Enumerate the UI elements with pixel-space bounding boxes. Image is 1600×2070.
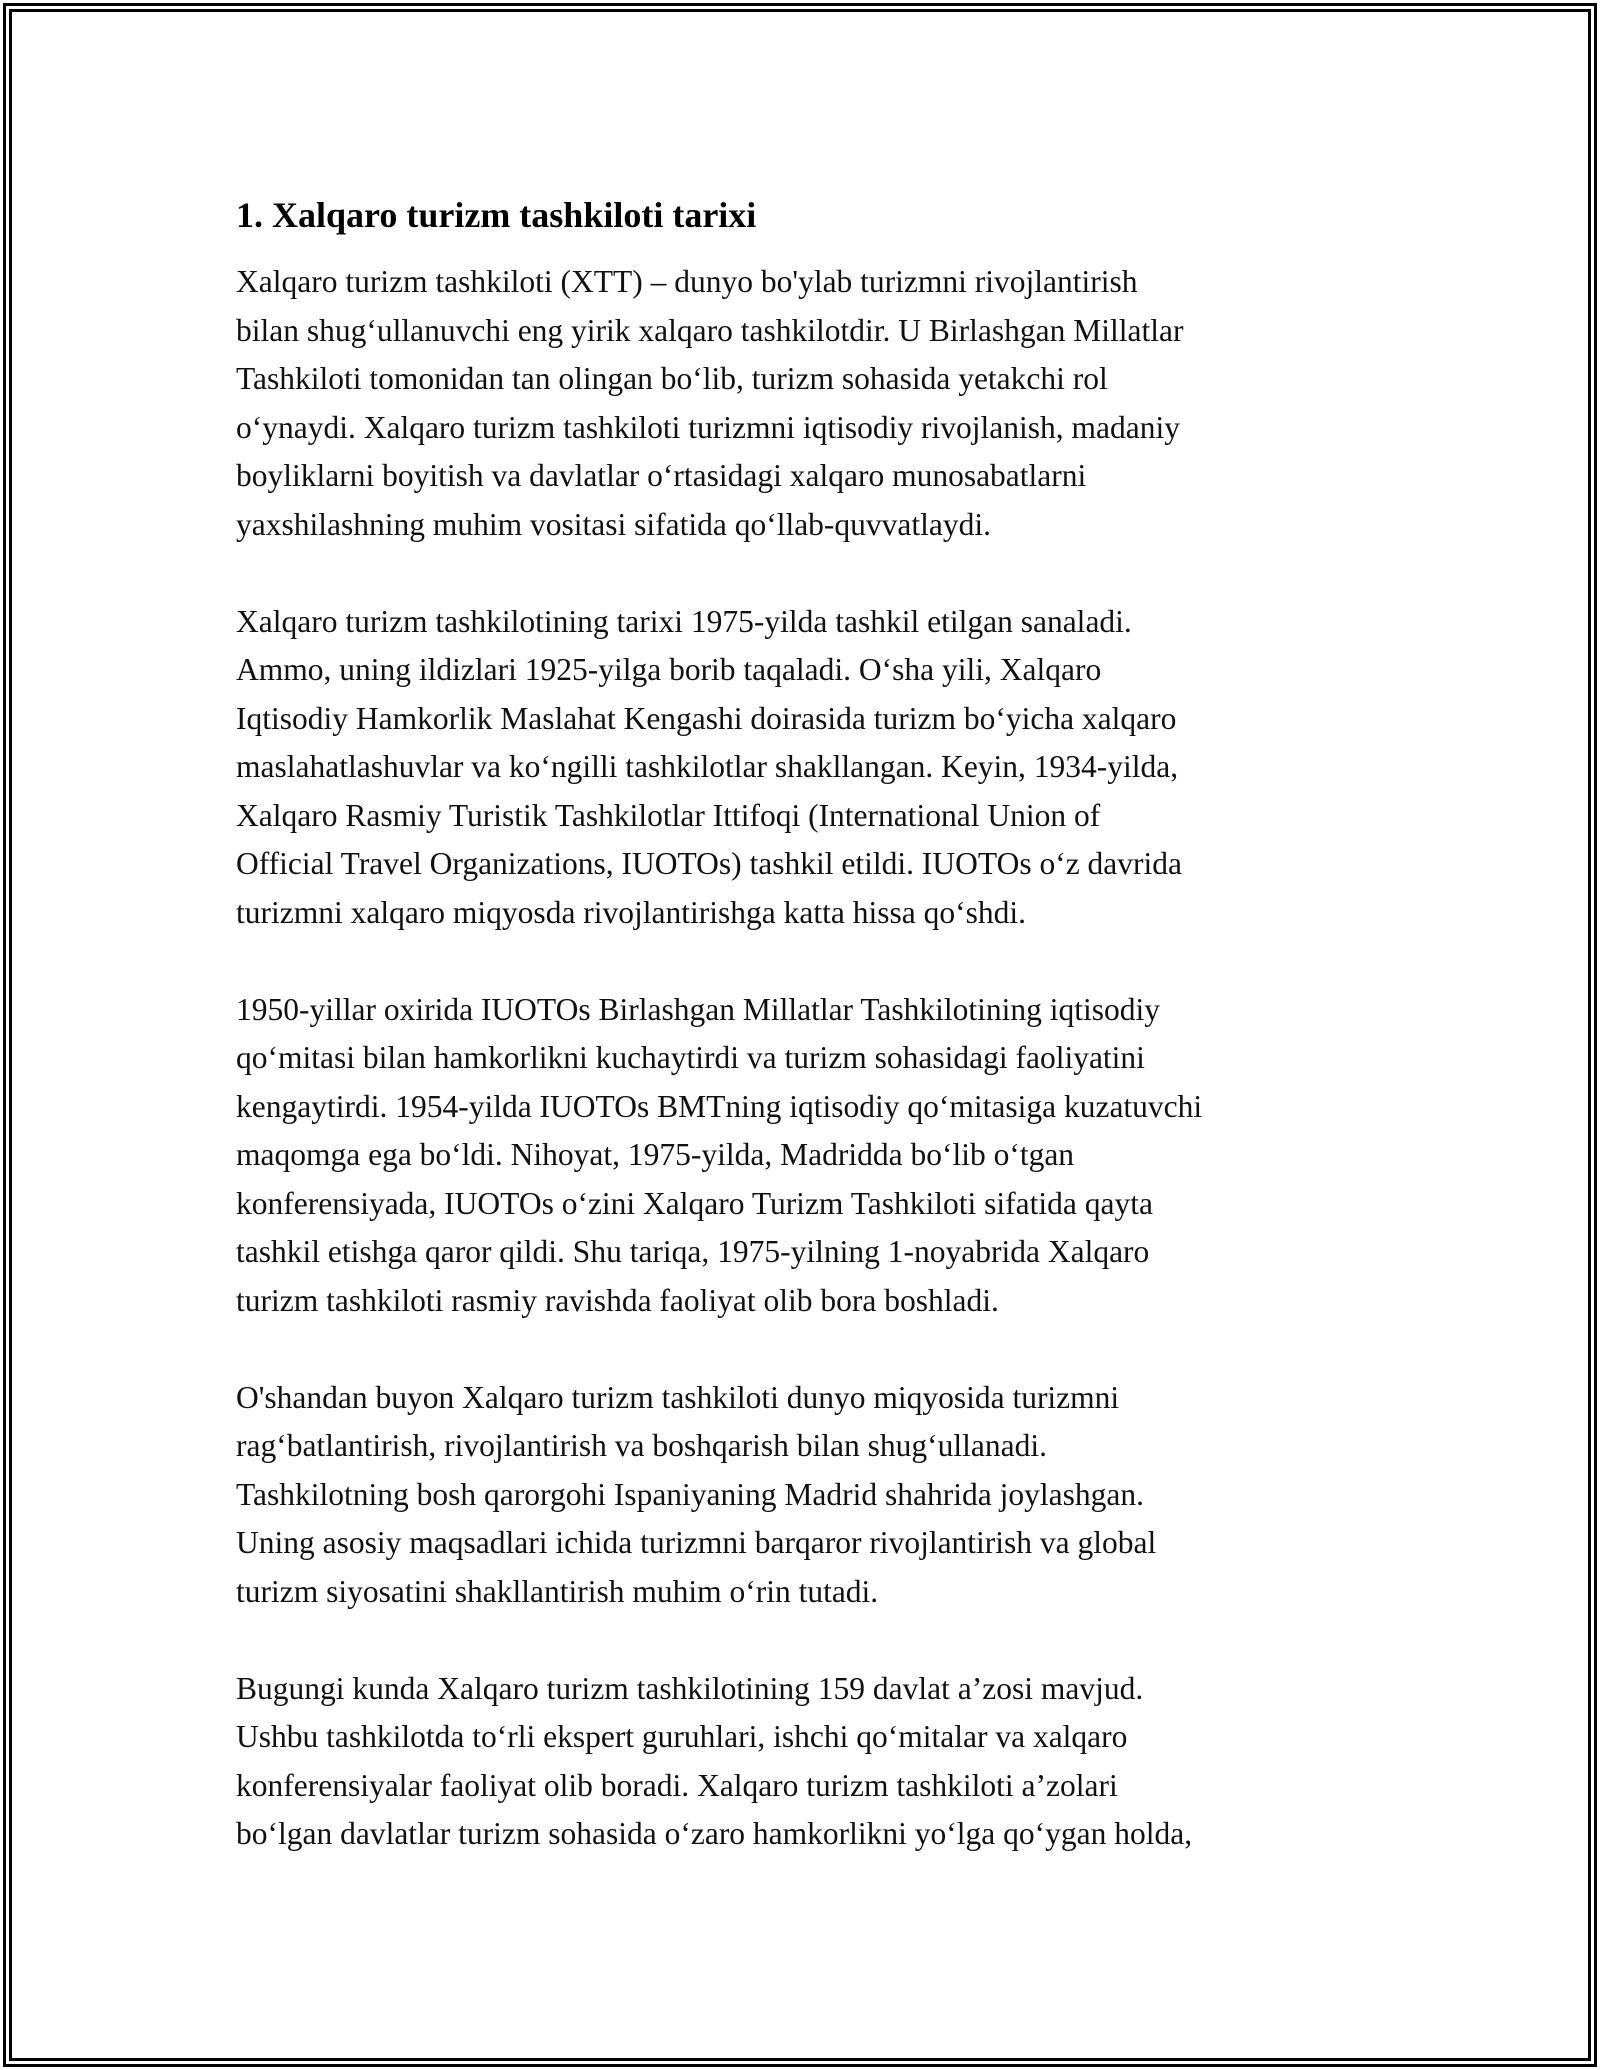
- paragraph-line: Tashkiloti tomonidan tan olingan boʻlib, turizm sohasida yetakchi rol: [236, 361, 1108, 396]
- paragraph-3: [236, 986, 1386, 1326]
- paragraph-line: turizmni xalqaro miqyosda rivojlantirishga katta hissa qoʻshdi.: [236, 894, 1026, 930]
- paragraph-line: Iqtisodiy Hamkorlik Maslahat Kengashi doirasida turizm boʻyicha xalqaro: [236, 700, 1177, 736]
- paragraph-line: kengaytirdi. 1954-yilda IUOTOs BMTning iqtisodiy qoʻmitasiga kuzatuvchi: [236, 1088, 1203, 1124]
- paragraph-2: [236, 598, 1386, 938]
- paragraph-line: konferensiyalar faoliyat olib boradi. Xalqaro turizm tashkiloti a’zolari: [236, 1767, 1118, 1803]
- paragraph-line: konferensiyada, IUOTOs oʻzini Xalqaro Turizm Tashkiloti sifatida qayta: [236, 1185, 1153, 1221]
- paragraph-line: oʻynaydi. Xalqaro turizm tashkiloti turizmni iqtisodiy rivojlanish, madaniy: [236, 409, 1180, 445]
- paragraph-line: boʻlgan davlatlar turizm sohasida oʻzaro hamkorlikni yoʻlga qoʻygan holda,: [236, 1816, 1193, 1851]
- paragraph-line: Ammo, uning ildizlari 1925-yilga borib taqaladi. Oʻsha yili, Xalqaro: [236, 652, 1102, 687]
- paragraph-1: [236, 258, 1386, 549]
- paragraph-line: Xalqaro turizm tashkilotining tarixi 1975-yilda tashkil etilgan sanaladi.: [236, 603, 1132, 639]
- paragraph-line: yaxshilashning muhim vositasi sifatida qoʻllab-quvvatlaydi.: [236, 506, 992, 542]
- paragraph-line: turizm siyosatini shakllantirish muhim oʻrin tutadi.: [236, 1573, 879, 1609]
- paragraph-5: [236, 1665, 1386, 1859]
- section-heading: 1. Xalqaro turizm tashkiloti tarixi: [236, 195, 757, 235]
- paragraph-line: Official Travel Organizations, IUOTOs) tashkil etildi. IUOTOs oʻz davrida: [236, 846, 1182, 881]
- paragraph-line: ragʻbatlantirish, rivojlantirish va boshqarish bilan shugʻullanadi.: [236, 1428, 1047, 1463]
- paragraph-line: Xalqaro turizm tashkiloti (XTT) – dunyo bo'ylab turizmni rivojlantirish: [236, 264, 1138, 299]
- paragraph-line: turizm tashkiloti rasmiy ravishda faoliyat olib bora boshladi.: [236, 1282, 999, 1318]
- paragraph-line: O'shandan buyon Xalqaro turizm tashkiloti dunyo miqyosida turizmni: [236, 1379, 1120, 1415]
- paragraph-line: Xalqaro Rasmiy Turistik Tashkilotlar Ittifoqi (International Union of: [236, 797, 1101, 833]
- paragraph-4: [236, 1374, 1386, 1617]
- paragraph-line: Uning asosiy maqsadlari ichida turizmni barqaror rivojlantirish va global: [236, 1525, 1157, 1560]
- paragraph-line: 1950-yillar oxirida IUOTOs Birlashgan Millatlar Tashkilotining iqtisodiy: [236, 991, 1161, 1027]
- paragraph-line: maqomga ega boʻldi. Nihoyat, 1975-yilda, Madridda boʻlib oʻtgan: [236, 1137, 1075, 1172]
- paragraph-line: Ushbu tashkilotda toʻrli ekspert guruhlari, ishchi qoʻmitalar va xalqaro: [236, 1719, 1128, 1754]
- paragraph-line: bilan shugʻullanuvchi eng yirik xalqaro tashkilotdir. U Birlashgan Millatlar: [236, 312, 1184, 348]
- paragraph-line: boyliklarni boyitish va davlatlar oʻrtasidagi xalqaro munosabatlarni: [236, 458, 1087, 493]
- paragraph-line: qoʻmitasi bilan hamkorlikni kuchaytirdi va turizm sohasidagi faoliyatini: [236, 1040, 1145, 1075]
- paragraph-line: Bugungi kunda Xalqaro turizm tashkilotining 159 davlat a’zosi mavjud.: [236, 1670, 1144, 1706]
- paragraph-line: Tashkilotning bosh qarorgohi Ispaniyaning Madrid shahrida joylashgan.: [236, 1476, 1144, 1512]
- paragraph-line: tashkil etishga qaror qildi. Shu tariqa, 1975-yilning 1-noyabrida Xalqaro: [236, 1234, 1150, 1269]
- paragraph-line: maslahatlashuvlar va koʻngilli tashkilotlar shakllangan. Keyin, 1934-yilda,: [236, 749, 1179, 784]
- document-body: [236, 186, 1386, 1907]
